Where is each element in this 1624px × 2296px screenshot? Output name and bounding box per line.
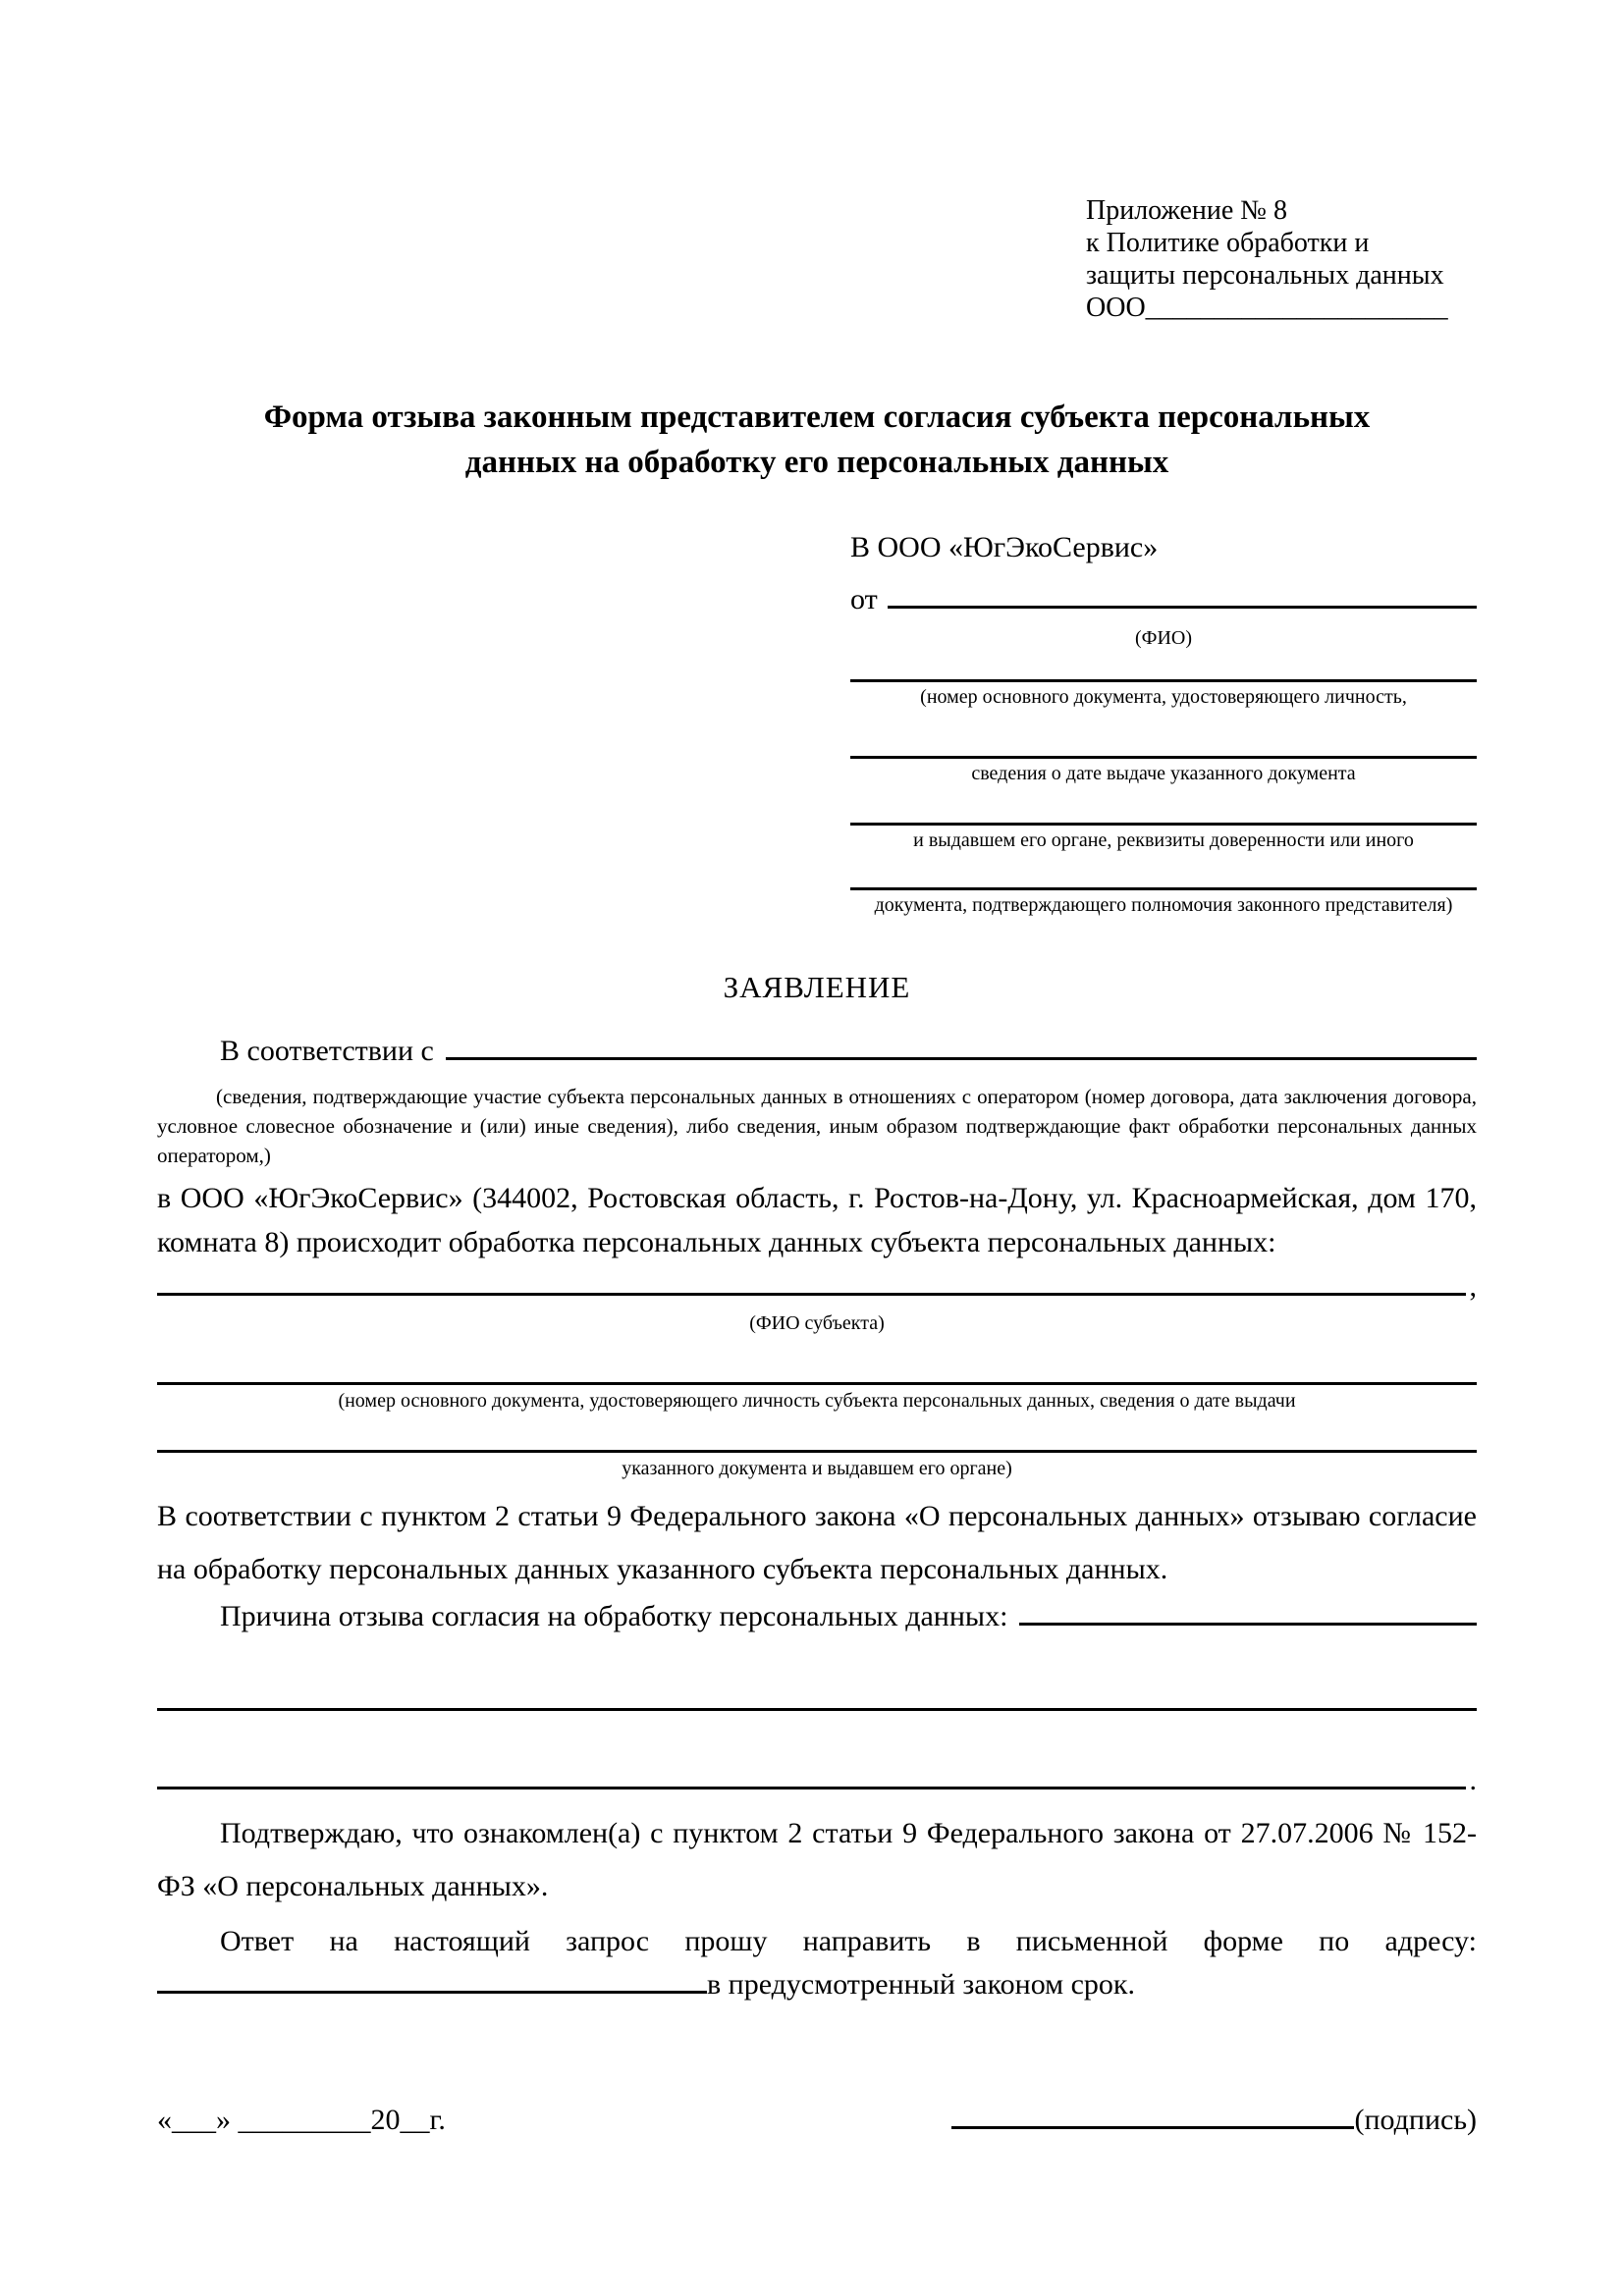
from-field-row	[850, 583, 1477, 626]
reason-blank-line-2	[157, 1708, 1477, 1711]
document-content	[157, 194, 1477, 2137]
field-caption: сведения о дате выдаче указанного документа	[971, 763, 1356, 784]
accordance-label: В соответствии с	[220, 1035, 434, 1067]
fio-caption: (ФИО)	[1134, 627, 1192, 649]
accordance-field-row	[157, 1035, 1477, 1078]
blank-line	[850, 679, 1477, 682]
from-label: от	[850, 583, 878, 615]
addressee-company: В ООО «ЮгЭкоСервис»	[850, 531, 1159, 563]
field-caption: (номер основного документа, удостоверяющего личность субъекта персональных данных, сведения о дате выдачи	[338, 1390, 1296, 1412]
trailing-period: .	[1469, 1764, 1477, 1796]
reason-label: Причина отзыва согласия на обработку персональных данных:	[220, 1600, 1008, 1632]
reason-field-row	[157, 1600, 1477, 1653]
document-title: Форма отзыва законным представителем согласия субъекта персональных данных на обработку его персональных данных	[263, 400, 1371, 480]
subject-doc-field-1	[157, 1382, 1477, 1413]
reason-blank-line-3-row	[157, 1764, 1477, 1799]
response-suffix: в предусмотренный законом срок.	[707, 1968, 1135, 2001]
reason-blank-line-3	[157, 1787, 1466, 1789]
blank-line	[850, 756, 1477, 759]
appendix-line-3: защиты персональных данных	[1086, 260, 1444, 291]
withdrawal-paragraph: В соответствии с пунктом 2 статьи 9 Федерального закона «О персональных данных» отзываю согласие на обработку персональных данных указанного субъекта персональных данных.	[157, 1500, 1477, 1585]
trailing-comma: ,	[1469, 1270, 1477, 1303]
reason-blank-line	[1019, 1623, 1477, 1626]
response-address-row	[157, 1968, 1477, 2021]
response-paragraph-line1: Ответ на настоящий запрос прошу направить в письменной форме по адресу:	[220, 1925, 1477, 1957]
signature-caption: (подпись)	[1354, 2104, 1477, 2136]
appendix-company-blank: ООО______________________	[1086, 293, 1448, 323]
date-blank: «___» _________20__г.	[157, 2104, 446, 2136]
address-blank-line	[157, 1991, 707, 1994]
representative-doc-field-3	[850, 823, 1477, 852]
addressee-block	[850, 528, 1477, 917]
blank-line	[850, 887, 1477, 890]
field-caption: указанного документа и выдавшем его органе)	[622, 1458, 1012, 1479]
accordance-blank-line	[446, 1057, 1477, 1060]
blank-line	[850, 823, 1477, 826]
representative-doc-field-2	[850, 756, 1477, 785]
subject-fio-blank-line	[157, 1293, 1466, 1296]
from-blank-line	[888, 606, 1477, 609]
processing-paragraph: в ООО «ЮгЭкоСервис» (344002, Ростовская область, г. Ростов-на-Дону, ул. Красноармейская, дом 170, комната 8) происходит обработка персональных данных субъекта персональных данных:	[157, 1182, 1477, 1258]
blank-line	[157, 1382, 1477, 1385]
signature-row	[157, 2104, 1477, 2137]
subject-fio-row	[157, 1270, 1477, 1311]
blank-line	[157, 1450, 1477, 1453]
statement-heading: ЗАЯВЛЕНИЕ	[723, 970, 911, 1004]
signature-blank-line	[951, 2126, 1354, 2129]
subject-doc-field-2	[157, 1450, 1477, 1480]
field-caption: и выдавшем его органе, реквизиты доверенности или иного	[913, 829, 1414, 851]
accordance-caption: (сведения, подтверждающие участие субъекта персональных данных в отношениях с оператором (номер договора, дата заключения договора, условное словесное обозначение и (или) иные сведения), либо сведения, иным образом подтверждающие факт обработки персональных данных оператором,)	[157, 1085, 1477, 1167]
field-caption: (номер основного документа, удостоверяющего личность,	[920, 686, 1407, 708]
appendix-line-2: к Политике обработки и	[1086, 228, 1370, 258]
subject-fio-caption: (ФИО субъекта)	[749, 1312, 885, 1334]
confirmation-paragraph: Подтверждаю, что ознакомлен(а) с пунктом 2 статьи 9 Федерального закона от 27.07.2006 № 152-ФЗ «О персональных данных».	[157, 1817, 1477, 1902]
field-caption: документа, подтверждающего полномочия законного представителя)	[874, 894, 1453, 916]
representative-doc-field-1	[850, 679, 1477, 709]
appendix-line-1: Приложение № 8	[1086, 195, 1287, 226]
signature-field	[951, 2104, 1477, 2137]
representative-doc-field-4	[850, 887, 1477, 917]
appendix-header	[1086, 194, 1477, 324]
